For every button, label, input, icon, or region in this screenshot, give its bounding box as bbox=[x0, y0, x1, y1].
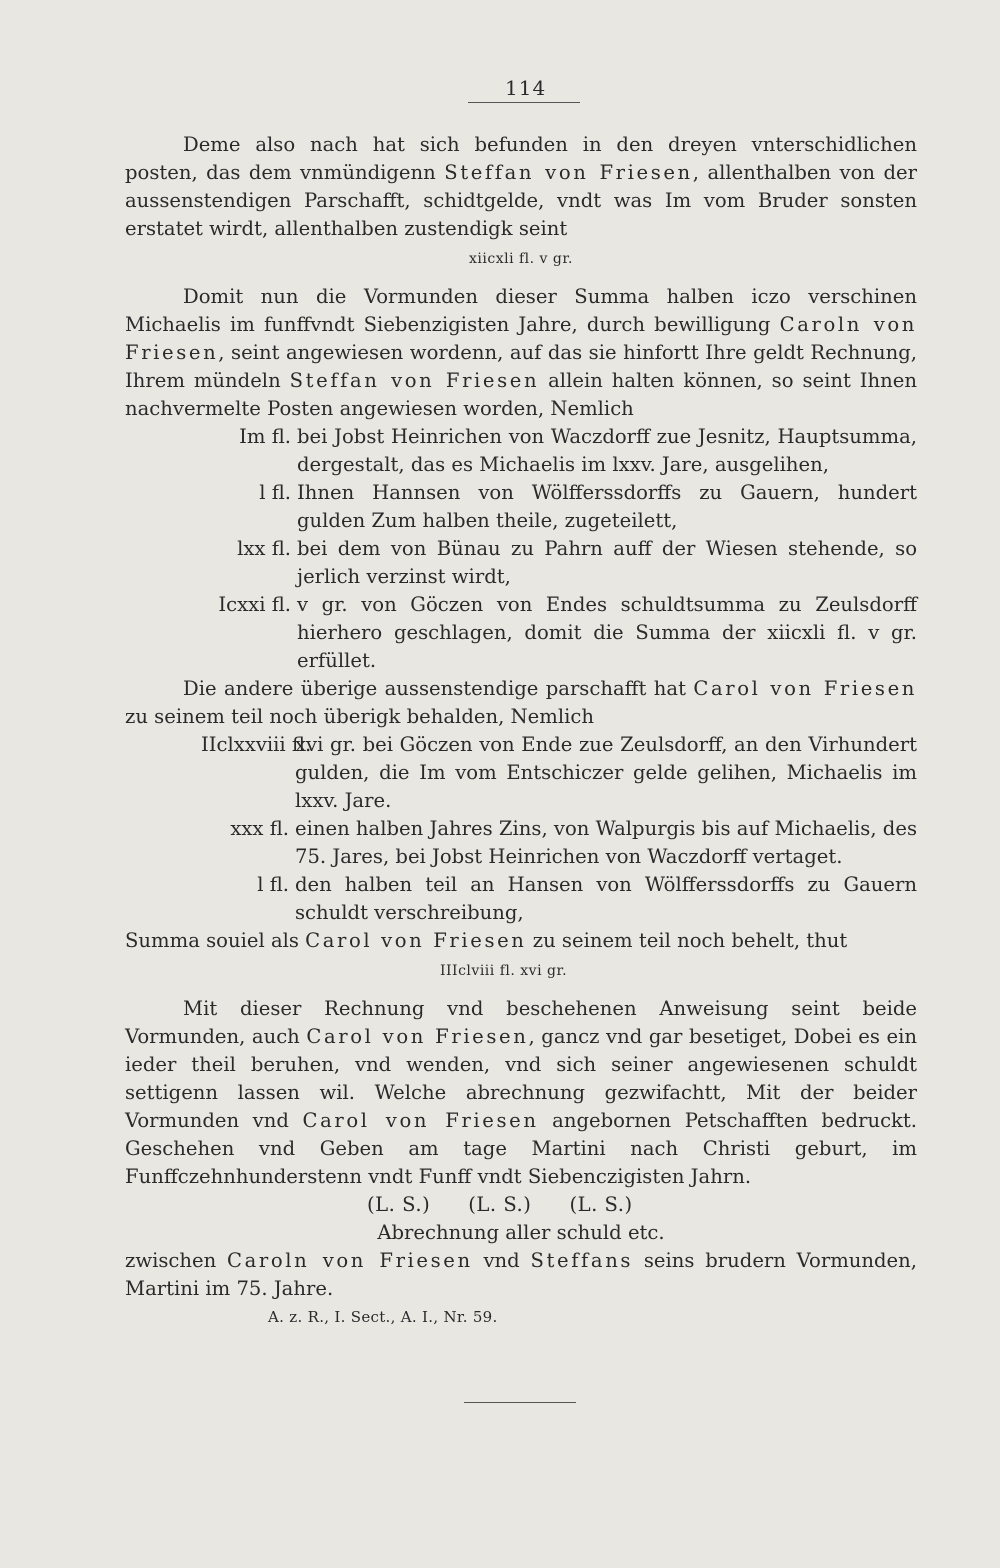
entry-text: Ihnen Hannsen von Wölfferssdorffs zu Gauern, hundert gulden Zum halben theile, zugeteilett, bbox=[297, 481, 917, 532]
endorsement-title: Abrechnung aller schuld etc. bbox=[377, 1221, 665, 1244]
entry-text: v gr. von Göczen von Endes schuldtsumma zu Zeulsdorff hierhero geschlagen, domit die Summa der xiicxli fl. v gr. erfüllet. bbox=[297, 593, 917, 672]
text-run: , seint angewiesen wordenn, auf das sie hinfortt Ihre geldt Rechnung, Ihrem mündeln bbox=[125, 341, 917, 392]
person-name: Carol von Friesen bbox=[306, 1025, 529, 1048]
text-run: Summa souiel als bbox=[125, 929, 306, 952]
page-number: 114 bbox=[505, 76, 547, 100]
person-name: Carol von Friesen bbox=[693, 677, 917, 700]
entry-amount: lxx fl. bbox=[237, 537, 291, 560]
person-name: Carol von Friesen bbox=[305, 929, 527, 952]
entry-amount: Icxxi fl. bbox=[218, 593, 291, 616]
seal-mark: (L. S.) bbox=[468, 1193, 532, 1216]
entry-text: einen halben Jahres Zins, von Walpurgis bis auf Michaelis, des 75. Jares, bei Jobst Heinrichen von Waczdorff vertaget. bbox=[295, 817, 917, 868]
seal-marks bbox=[125, 1191, 917, 1219]
person-name: Caroln von Friesen bbox=[125, 313, 917, 364]
entry-text: bei Jobst Heinrichen von Waczdorff zue Jesnitz, Hauptsumma, dergestalt, das es Michaelis im lxxv. Jare, ausgelihen, bbox=[297, 425, 917, 476]
entry-amount: l fl. bbox=[257, 873, 289, 896]
text-run: zu seinem teil noch überigk behalden, Nemlich bbox=[125, 705, 594, 728]
text-run: , gancz vnd gar besetiget, Dobei es ein ieder theil beruhen, vnd wenden, vnd sich seiner angewiesenen schuldt settigenn lassen wil. Welche abrechnung gezwifachtt, Mit der beider Vormunden vnd bbox=[125, 1025, 917, 1132]
ledger-entry bbox=[125, 815, 917, 871]
header-rule bbox=[468, 102, 580, 103]
entry-text: xvi gr. bei Göczen von Ende zue Zeulsdorff, an den Virhundert gulden, die Im vom Entschiczer gelde gelihen, Michaelis im lxxv. Jare. bbox=[295, 733, 917, 812]
ledger-entry bbox=[125, 591, 917, 675]
text-run: , allenthalben von der aussenstendigen Parschafft, schidtgelde, vndt was Im vom Bruder sonsten erstatet wirdt, allenthalben zustendigk seint bbox=[125, 161, 917, 240]
endorsement-text bbox=[125, 1247, 917, 1303]
entry-amount: l fl. bbox=[259, 481, 291, 504]
entry-amount: IIclxxviii fl. bbox=[201, 733, 312, 756]
ledger-entry bbox=[125, 423, 917, 479]
person-name: Steffan von Friesen bbox=[444, 161, 693, 184]
text-run: Die andere überige aussenstendige parschafft hat bbox=[183, 677, 694, 700]
text-run: seins brudern Vormunden, Martini im 75. Jahre. bbox=[125, 1249, 917, 1300]
sum-amount: xiicxli fl. v gr. bbox=[469, 251, 573, 267]
sum-amount: IIIclviii fl. xvi gr. bbox=[440, 963, 568, 979]
paragraph-5 bbox=[125, 995, 917, 1191]
text-run: vnd bbox=[472, 1249, 531, 1272]
text-run: Mit dieser Rechnung vnd beschehenen Anweisung seint beide Vormunden, auch bbox=[125, 997, 917, 1048]
sum-line-1 bbox=[125, 243, 917, 273]
sum-line-2 bbox=[125, 955, 917, 985]
ledger-entry bbox=[125, 871, 917, 927]
person-name: Steffans bbox=[530, 1249, 634, 1272]
paragraph-4 bbox=[125, 927, 917, 955]
person-name: Steffan von Friesen bbox=[289, 369, 540, 392]
ledger-entry bbox=[125, 535, 917, 591]
text-run: zwischen bbox=[125, 1249, 228, 1272]
ledger-entry bbox=[125, 479, 917, 535]
seal-mark: (L. S.) bbox=[569, 1193, 633, 1216]
paragraph-1 bbox=[125, 131, 917, 243]
seal-mark: (L. S.) bbox=[367, 1193, 431, 1216]
paragraph-2 bbox=[125, 283, 917, 423]
entry-amount: xxx fl. bbox=[230, 817, 289, 840]
paragraph-3 bbox=[125, 675, 917, 731]
entry-text: den halben teil an Hansen von Wölfferssdorffs zu Gauern schuldt verschreibung, bbox=[295, 873, 917, 924]
entry-text: bei dem von Bünau zu Pahrn auff der Wiesen stehende, so jerlich verzinst wirdt, bbox=[297, 537, 917, 588]
ledger-entry bbox=[125, 731, 917, 815]
entry-amount: Im fl. bbox=[239, 425, 291, 448]
text-run: zu seinem teil noch behelt, thut bbox=[526, 929, 848, 952]
footer-rule bbox=[464, 1402, 576, 1403]
person-name: Carol von Friesen bbox=[302, 1109, 539, 1132]
text-run: Domit nun die Vormunden dieser Summa halben iczo verschinen Michaelis im funffvndt Siebenzigisten Jahre, durch bewilligung bbox=[125, 285, 917, 336]
text-run: allein halten können, so seint Ihnen nachvermelte Posten angewiesen worden, Nemlich bbox=[125, 369, 917, 420]
document-body bbox=[125, 131, 917, 1331]
source-reference: A. z. R., I. Sect., A. I., Nr. 59. bbox=[268, 1308, 498, 1326]
text-run: Deme also nach hat sich befunden in den dreyen vnterschidlichen posten, das dem vnmündigenn bbox=[125, 133, 917, 184]
person-name: Caroln von Friesen bbox=[227, 1249, 473, 1272]
text-run: angebornen Petschafften bedruckt. Geschehen vnd Geben am tage Martini nach Christi geburt, im Funffczehnhunderstenn vndt Funff vndt Siebenczigisten Jahrn. bbox=[125, 1109, 918, 1188]
